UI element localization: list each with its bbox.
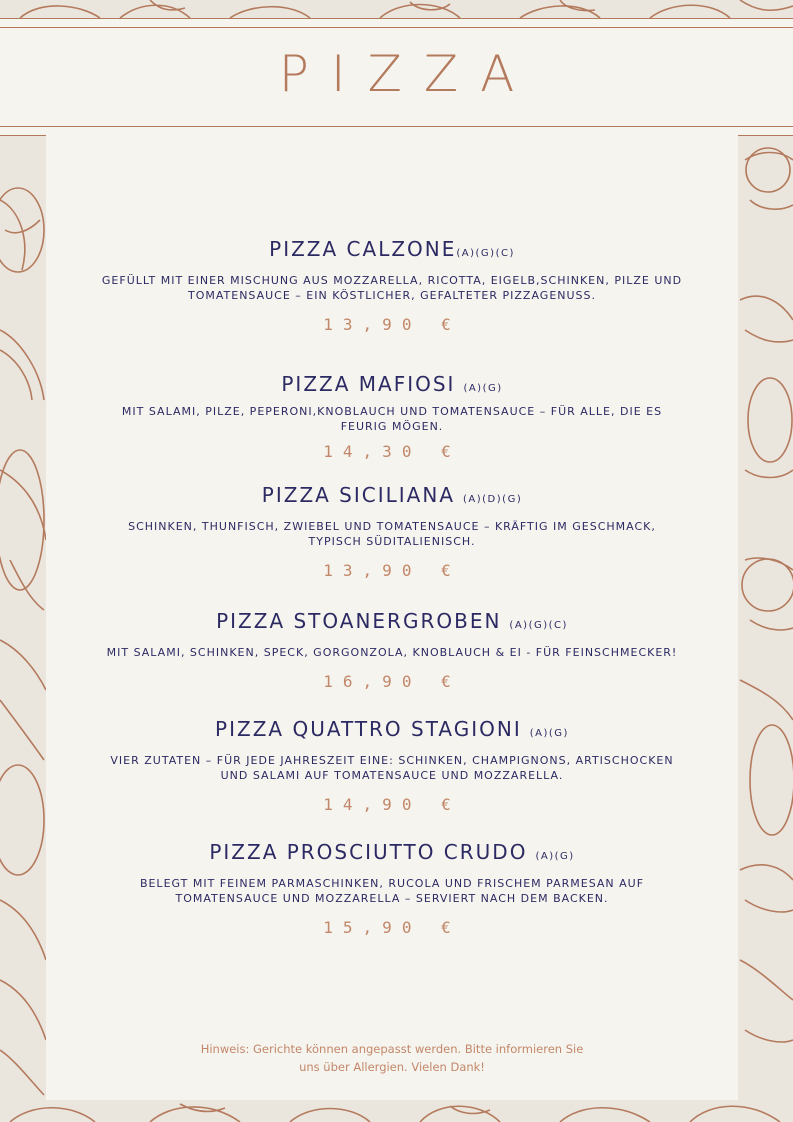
- item-allergens: (A)(G): [529, 728, 569, 739]
- allergy-note-line: Hinweis: Gerichte können angepasst werden. Bitte informieren Sie: [200, 1042, 584, 1056]
- item-description: BELEGT MIT FEINEM PARMASCHINKEN, RUCOLA UND FRISCHEM PARMESAN AUF TOMATENSAUCE UND MOZZARELLA – SERVIERT NACH DEM BACKEN.: [139, 877, 645, 905]
- item-price: 13,90 €: [323, 561, 461, 580]
- item-name: PIZZA PROSCIUTTO CRUDO: [209, 840, 528, 864]
- item-name: PIZZA QUATTRO STAGIONI: [215, 717, 522, 741]
- menu-item: [46, 609, 738, 691]
- page-title: PIZZA: [278, 45, 537, 103]
- item-name: PIZZA MAFIOSI: [281, 372, 456, 396]
- item-description: GEFÜLLT MIT EINER MISCHUNG AUS MOZZARELLA, RICOTTA, EIGELB,SCHINKEN, PILZE UND TOMATENSAUCE – EIN KÖSTLICHER, GEFALTETER PIZZAGENUSS.: [101, 274, 683, 302]
- item-description: MIT SALAMI, PILZE, PEPERONI,KNOBLAUCH UND TOMATENSAUCE – FÜR ALLE, DIE ES FEURIG MÖGEN.: [121, 405, 663, 433]
- allergy-note-line: uns über Allergien. Vielen Dank!: [299, 1060, 485, 1074]
- item-allergens: (A)(G): [535, 851, 575, 862]
- item-description: MIT SALAMI, SCHINKEN, SPECK, GORGONZOLA, KNOBLAUCH & EI - FÜR FEINSCHMECKER!: [106, 646, 678, 659]
- menu-item: [46, 840, 738, 937]
- menu-item: [46, 717, 738, 814]
- item-name: PIZZA SICILIANA: [261, 483, 456, 507]
- item-price: 14,30 €: [323, 442, 461, 461]
- allergy-note: [46, 1040, 738, 1076]
- item-allergens: (A)(G)(C): [509, 620, 568, 631]
- item-price: 13,90 €: [323, 315, 461, 334]
- item-description: SCHINKEN, THUNFISCH, ZWIEBEL UND TOMATENSAUCE – KRÄFTIG IM GESCHMACK, TYPISCH SÜDITALIENISCH.: [128, 520, 656, 548]
- item-name: PIZZA CALZONE: [269, 237, 457, 261]
- item-description: VIER ZUTATEN – FÜR JEDE JAHRESZEIT EINE: SCHINKEN, CHAMPIGNONS, ARTISCHOCKEN UND SALAMI AUF TOMATENSAUCE UND MOZZARELLA.: [110, 754, 674, 782]
- item-price: 16,90 €: [323, 672, 461, 691]
- item-allergens: (A)(D)(G): [463, 494, 523, 505]
- item-price: 14,90 €: [323, 795, 461, 814]
- header-band: [0, 18, 793, 136]
- item-name: PIZZA STOANERGROBEN: [216, 609, 502, 633]
- item-price: 15,90 €: [323, 918, 461, 937]
- menu-item: [46, 372, 738, 461]
- item-allergens: (A)(G): [463, 383, 503, 394]
- menu-item: [46, 237, 738, 334]
- item-allergens: (A)(G)(C): [456, 248, 515, 259]
- menu-panel: [46, 134, 738, 1100]
- menu-item: [46, 483, 738, 580]
